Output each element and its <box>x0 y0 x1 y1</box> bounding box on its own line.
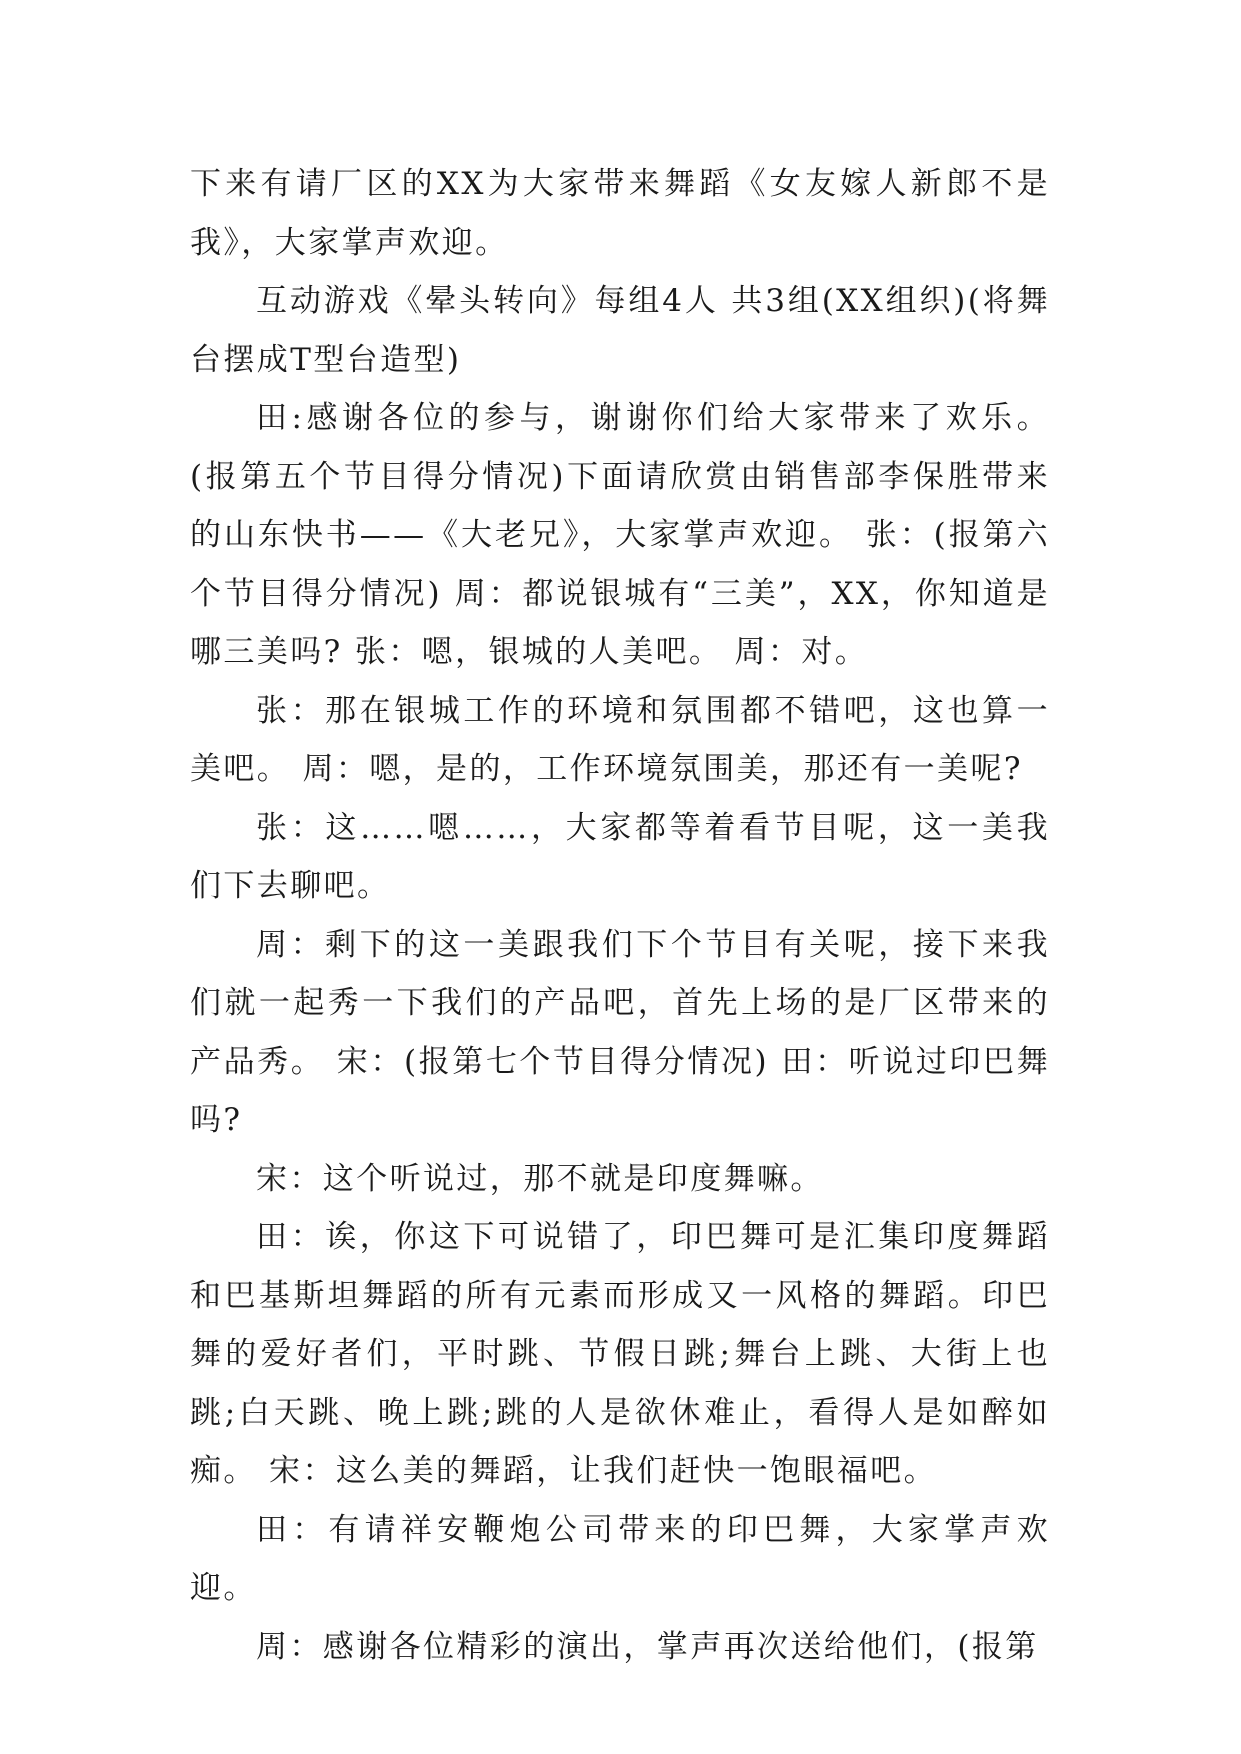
paragraph: 周：感谢各位精彩的演出，掌声再次送给他们，(报第 <box>256 1628 1039 1665</box>
paragraph: 周：剩下的这一美跟我们下个节目有关呢，接下来我们就一起秀一下我们的产品吧，首先上场的是厂区带来的产品秀。 宋：(报第七个节目得分情况) 田：听说过印巴舞吗? <box>190 926 1050 1138</box>
document-body <box>190 155 1050 1676</box>
paragraph: 宋：这个听说过，那不就是印度舞嘛。 <box>256 1160 824 1197</box>
paragraph: 下来有请厂区的XX为大家带来舞蹈《女友嫁人新郎不是我》，大家掌声欢迎。 <box>190 166 1050 261</box>
paragraph: 张：那在银城工作的环境和氛围都不错吧，这也算一美吧。 周：嗯，是的，工作环境氛围美，那还有一美呢? <box>190 692 1050 787</box>
paragraph: 田:感谢各位的参与，谢谢你们给大家带来了欢乐。(报第五个节目得分情况)下面请欣赏由销售部李保胜带来的山东快书——《大老兄》，大家掌声欢迎。 张：(报第六个节目得分情况) 周：都说银城有“三美”，XX，你知道是哪三美吗? 张：嗯，银城的人美吧。 周：对。 <box>190 400 1050 670</box>
paragraph: 田：诶，你这下可说错了，印巴舞可是汇集印度舞蹈和巴基斯坦舞蹈的所有元素而形成又一风格的舞蹈。印巴舞的爱好者们，平时跳、节假日跳;舞台上跳、大街上也跳;白天跳、晚上跳;跳的人是欲休难止，看得人是如醉如痴。 宋：这么美的舞蹈，让我们赶快一饱眼福吧。 <box>190 1219 1050 1489</box>
paragraph: 田：有请祥安鞭炮公司带来的印巴舞，大家掌声欢迎。 <box>190 1511 1050 1606</box>
paragraph: 张：这……嗯……，大家都等着看节目呢，这一美我们下去聊吧。 <box>190 809 1050 904</box>
paragraph: 互动游戏《晕头转向》每组4人 共3组(XX组织)(将舞台摆成T型台造型) <box>190 283 1050 378</box>
